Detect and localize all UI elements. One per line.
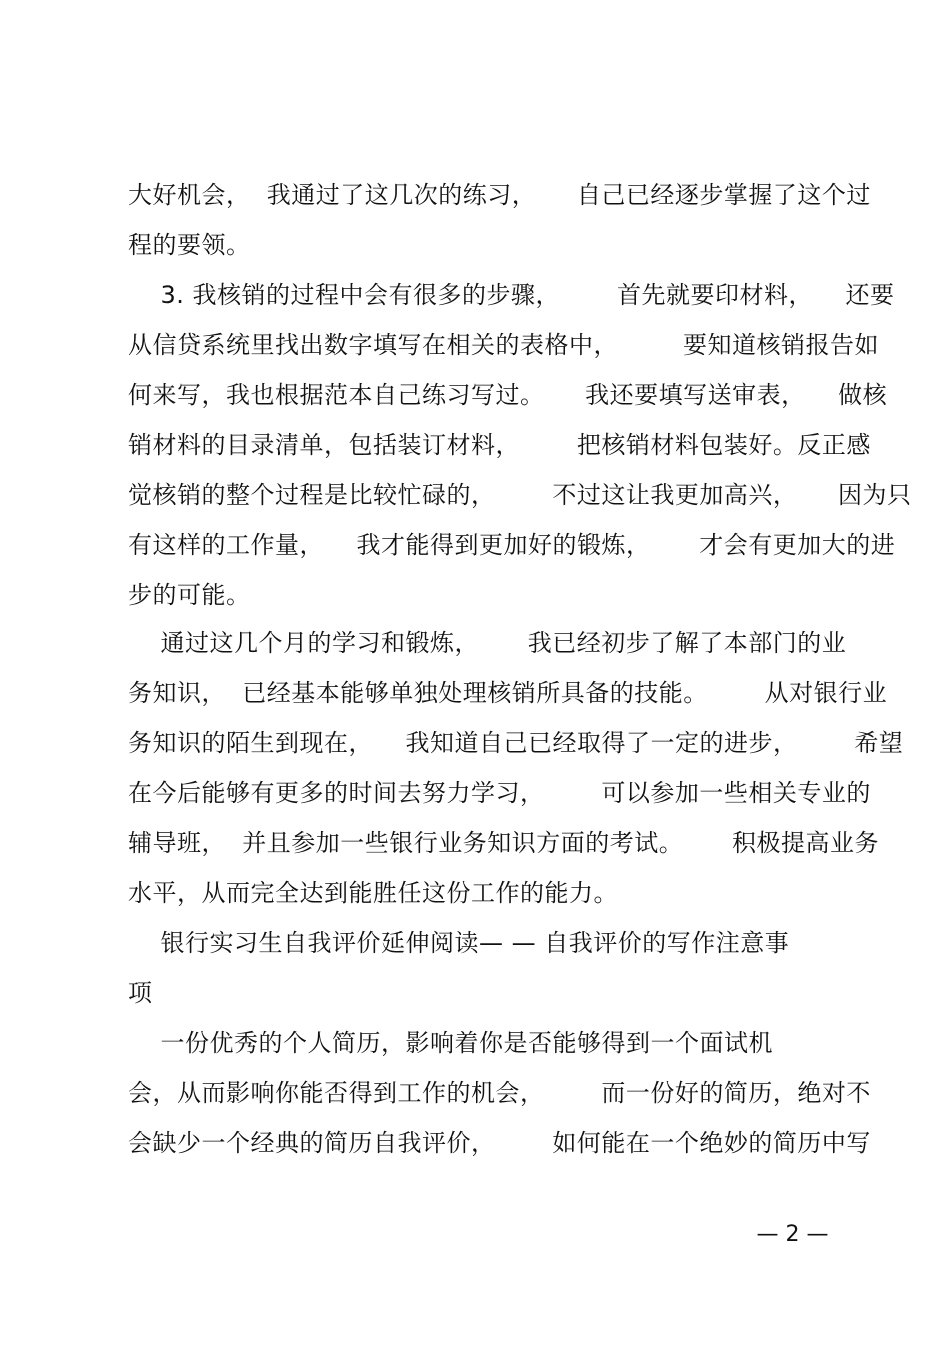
text-line: 步的可能。 bbox=[128, 581, 251, 609]
text-line: 从信贷系统里找出数字填写在相关的表格中， 要知道核销报告如 bbox=[128, 331, 880, 359]
section-heading-continuation: 项 bbox=[128, 979, 153, 1007]
text-line: 有这样的工作量， 我才能得到更加好的锻炼， 才会有更加大的进 bbox=[128, 531, 896, 559]
text-line: 大好机会， 我通过了这几次的练习， 自己已经逐步掌握了这个过 bbox=[128, 181, 871, 209]
text-line: 水平，从而完全达到能胜任这份工作的能力。 bbox=[128, 879, 618, 907]
page-number: — 2 — bbox=[756, 1222, 829, 1247]
text-line: 销材料的目录清单，包括装订材料， 把核销材料包装好。反正感 bbox=[128, 431, 871, 459]
section-heading: 银行实习生自我评价延伸阅读— — 自我评价的写作注意事 bbox=[128, 929, 790, 957]
text-line: 在今后能够有更多的时间去努力学习， 可以参加一些相关专业的 bbox=[128, 779, 871, 807]
text-line: 务知识的陌生到现在， 我知道自己已经取得了一定的进步， 希望 bbox=[128, 729, 904, 757]
text-line: 一份优秀的个人简历，影响着你是否能够得到一个面试机 bbox=[128, 1029, 774, 1057]
text-line: 通过这几个月的学习和锻炼， 我已经初步了解了本部门的业 bbox=[128, 629, 847, 657]
text-line: 辅导班， 并且参加一些银行业务知识方面的考试。 积极提高业务 bbox=[128, 829, 880, 857]
text-line: 会缺少一个经典的简历自我评价， 如何能在一个绝妙的简历中写 bbox=[128, 1129, 871, 1157]
text-line: 觉核销的整个过程是比较忙碌的， 不过这让我更加高兴， 因为只 bbox=[128, 481, 912, 509]
text-line: 务知识， 已经基本能够单独处理核销所具备的技能。 从对银行业 bbox=[128, 679, 888, 707]
text-line: 何来写，我也根据范本自己练习写过。 我还要填写送审表， 做核 bbox=[128, 381, 888, 409]
text-line: 会，从而影响你能否得到工作的机会， 而一份好的简历，绝对不 bbox=[128, 1079, 871, 1107]
text-line: 3. 我核销的过程中会有很多的步骤， 首先就要印材料， 还要 bbox=[128, 281, 895, 309]
text-line: 程的要领。 bbox=[128, 231, 251, 259]
